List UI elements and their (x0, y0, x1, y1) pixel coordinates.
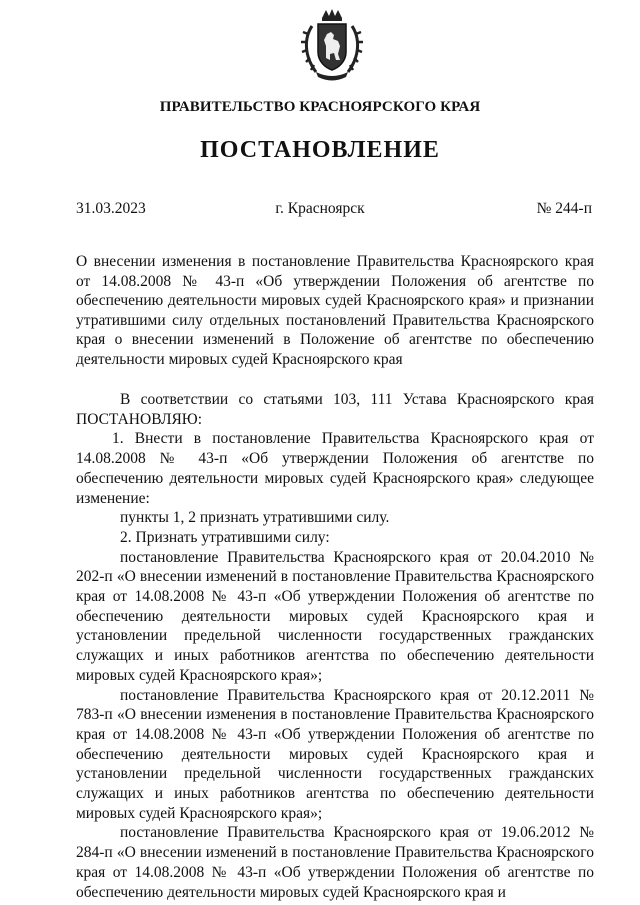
document-city: г. Красноярск (275, 200, 365, 217)
government-name: ПРАВИТЕЛЬСТВО КРАСНОЯРСКОГО КРАЯ (159, 99, 481, 115)
repealed-act-paragraph: постановление Правительства Красноярского края от 20.12.2011 № 783-п «О внесении изменения в постановление Правительства Красноярского края от 14.08.2008 № 43-п «Об утверждении Положения об агентстве по обеспечению деятельности мировых судей Красноярского края и установлении предельной численности государственных гражданских служащих и иных работников агентства по обеспечению деятельности мировых судей Красноярского края»; (76, 686, 594, 822)
preamble-paragraph: В соответствии со статьями 103, 111 Устава Красноярского края ПОСТАНОВЛЯЮ: (76, 391, 594, 428)
item-1-paragraph: 1. Внести в постановление Правительства Красноярского края от 14.08.2008 № 43-п «Об утверждении Положения об агентстве по обеспечению деятельности мировых судей Красноярского края» следующее изменение: (76, 430, 594, 507)
item-1-sub-paragraph: пункты 1, 2 признать утратившими силу. (120, 509, 390, 527)
repealed-act-paragraph: постановление Правительства Красноярского края от 19.06.2012 № 284-п «О внесении изменений в постановление Правительства Красноярского края от 14.08.2008 № 43-п «Об утверждении Положения об агентстве по обеспечению деятельности мировых судей Красноярского края и (76, 824, 594, 901)
item-2-paragraph: 2. Признать утратившими силу: (120, 528, 330, 546)
document-date: 31.03.2023 (76, 200, 146, 217)
repealed-act-paragraph: постановление Правительства Красноярского края от 20.04.2010 № 202-п «О внесении изменений в постановление Правительства Красноярского края от 14.08.2008 № 43-п «Об утверждении Положения об агентстве по обеспечению деятельности мировых судей Красноярского края и установлении предельной численности государственных гражданских служащих и иных работников агентства по обеспечению деятельности мировых судей Красноярского края»; (76, 548, 594, 684)
coat-of-arms-icon (300, 8, 364, 82)
document-type-title: ПОСТАНОВЛЕНИЕ (200, 137, 440, 163)
document-subject: О внесении изменения в постановление Правительства Красноярского края от 14.08.2008 № 43-п «Об утверждении Положения об агентстве по обеспечению деятельности мировых судей Красноярского края» и признании утратившими силу отдельных постановлений Правительства Красноярского края о внесении изменений в Положение об агентстве по обеспечению деятельности мировых судей Красноярского края (76, 253, 594, 368)
document-body (76, 390, 594, 902)
document-number: № 244-п (536, 200, 592, 217)
